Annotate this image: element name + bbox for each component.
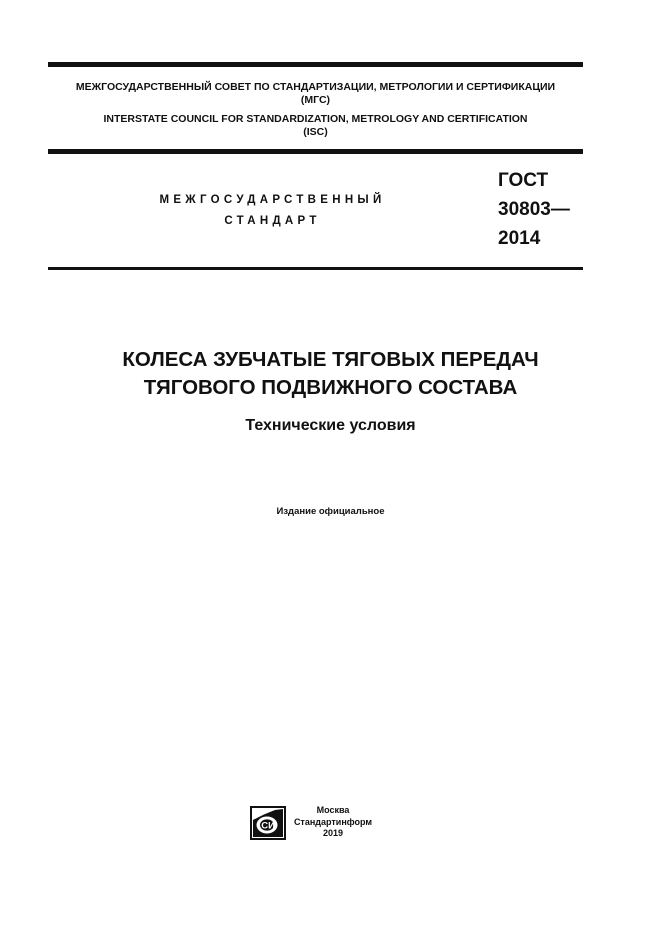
gost-code bbox=[498, 166, 570, 253]
standard-type-line1: МЕЖГОСУДАРСТВЕННЫЙ bbox=[159, 194, 386, 206]
publisher-name: Стандартинформ bbox=[293, 816, 373, 827]
council-abbr-en: (ISC) bbox=[303, 126, 328, 138]
gost-code-prefix: ГОСТ bbox=[498, 170, 549, 191]
standard-type-label bbox=[120, 190, 425, 232]
council-abbr-ru: (МГС) bbox=[300, 94, 331, 106]
document-title-line2: ТЯГОВОГО ПОДВИЖНОГО СОСТАВА bbox=[143, 376, 518, 399]
council-name-ru-line1: МЕЖГОСУДАРСТВЕННЫЙ СОВЕТ ПО СТАНДАРТИЗАЦИИ, МЕТРОЛОГИИ И СЕРТИФИКАЦИИ bbox=[75, 81, 556, 93]
document-subtitle: Технические условия bbox=[245, 417, 416, 434]
document-title bbox=[48, 346, 613, 402]
standard-type-line2: СТАНДАРТ bbox=[224, 215, 321, 227]
gost-code-number: 30803— bbox=[498, 199, 570, 220]
publisher-city: Москва bbox=[316, 805, 350, 815]
publisher-year: 2019 bbox=[322, 828, 344, 838]
header-bottom-rule bbox=[48, 149, 583, 154]
document-title-line1: КОЛЕСА ЗУБЧАТЫЕ ТЯГОВЫХ ПЕРЕДАЧ bbox=[122, 348, 539, 371]
top-rule bbox=[48, 62, 583, 67]
gost-code-year: 2014 bbox=[498, 228, 541, 249]
standard-block-rule bbox=[48, 267, 583, 270]
council-name-en bbox=[48, 113, 583, 139]
council-name-ru bbox=[48, 81, 583, 107]
edition-label: Издание официальное bbox=[276, 506, 385, 517]
council-name-en-line1: INTERSTATE COUNCIL FOR STANDARDIZATION, METROLOGY AND CERTIFICATION bbox=[103, 113, 528, 125]
publisher-block bbox=[293, 805, 373, 840]
svg-text:СИ: СИ bbox=[261, 820, 276, 832]
standartinform-logo-icon bbox=[250, 806, 286, 840]
